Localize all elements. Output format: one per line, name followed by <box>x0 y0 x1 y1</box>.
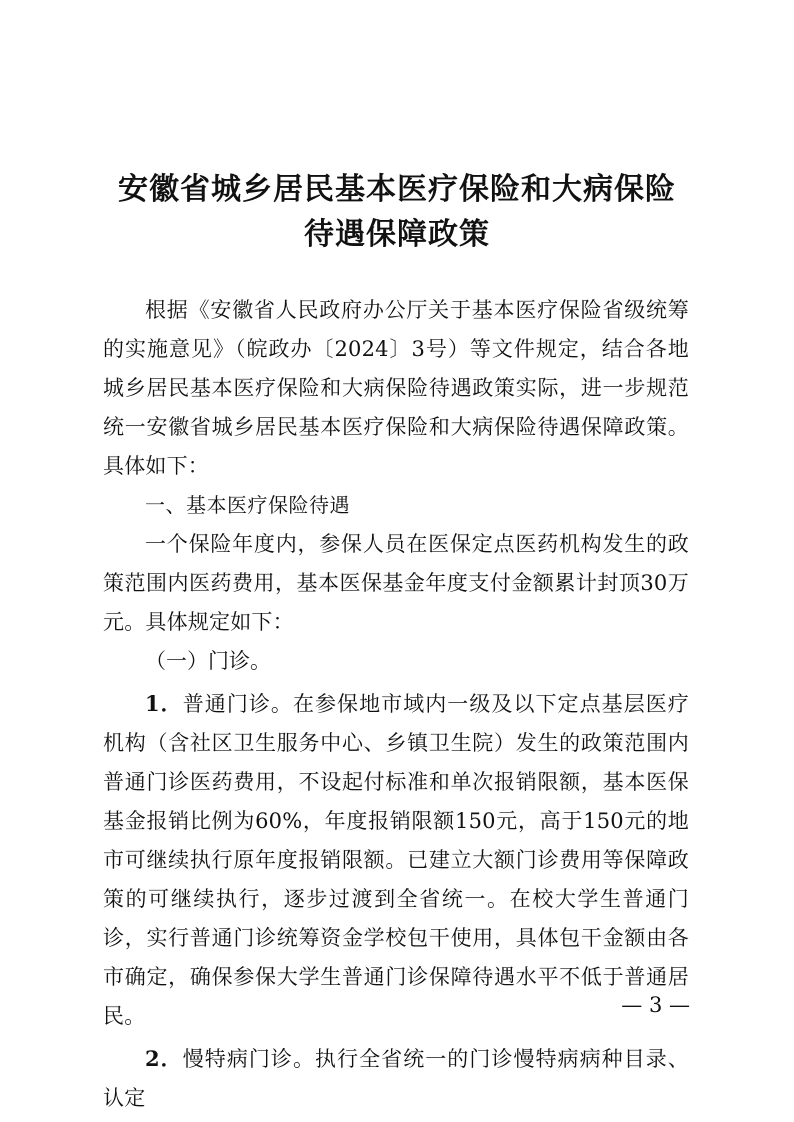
item1-text: 普通门诊。在参保地市域内一级及以下定点基层医疗机构（含社区卫生服务中心、乡镇卫生院）发生的政策范围内普通门诊医药费用，不设起付标准和单次报销限额，基本医保基金报销比例为60%，年度报销限额150元，高于150元的地市可继续执行原年度报销限额。已建立大额门诊费用等保障政策的可继续执行，逐步过渡到全省统一。在校大学生普通门诊，实行普通门诊统筹资金学校包干使用，具体包干金额由各市确定，确保参保大学生普通门诊保障待遇水平不低于普通居民。 <box>103 692 689 1028</box>
section1-paragraph: 一个保险年度内，参保人员在医保定点医药机构发生的政策范围内医药费用，基本医保基金年度支付金额累计封顶30万元。具体规定如下： <box>103 532 689 634</box>
item2-paragraph <box>103 1039 689 1118</box>
document-title-line2: 待遇保障政策 <box>304 217 490 252</box>
intro-paragraph: 根据《安徽省人民政府办公厅关于基本医疗保险省级统筹的实施意见》（皖政办〔2024〕3号）等文件规定，结合各地城乡居民基本医疗保险和大病保险待遇政策实际，进一步规范统一安徽省城乡居民基本医疗保险和大病保险待遇保障政策。具体如下： <box>103 298 689 478</box>
item1-paragraph <box>103 684 689 1036</box>
document-title-line1: 安徽省城乡居民基本医疗保险和大病保险 <box>118 172 676 207</box>
item2-text: 慢特病门诊。执行全省统一的门诊慢特病病种目录、认定 <box>103 1047 689 1110</box>
subsection1-heading: （一）门诊。 <box>145 649 271 673</box>
section1-heading: 一、基本医疗保险待遇 <box>145 493 350 517</box>
page-number: — 3 — <box>621 993 690 1017</box>
item1-number: 1． <box>145 691 183 716</box>
item2-number: 2． <box>145 1046 183 1071</box>
